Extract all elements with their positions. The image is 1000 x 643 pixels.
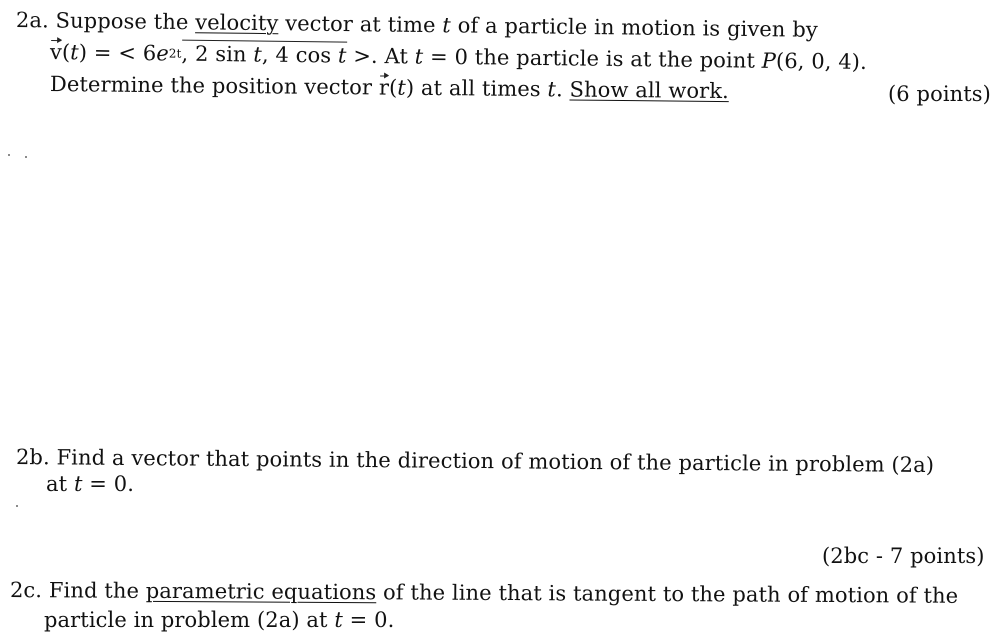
problem-2a-number: 2a. (15, 8, 50, 33)
scan-speck (25, 156, 27, 158)
var-t: t (547, 77, 557, 102)
problem-2b-number: 2b. (15, 445, 50, 470)
var-P: P (761, 48, 777, 73)
problem-2c-text-1a: Find the (48, 578, 146, 603)
position-vector-symbol: r (378, 75, 390, 100)
point-coords: (6, 0, 4). (775, 48, 867, 74)
problem-2a-text-3c: ) at all times (405, 75, 548, 102)
velocity-vector-symbol: v (49, 40, 63, 65)
velocity-eq-open: ) = < 6 (78, 40, 157, 66)
var-t: t (414, 44, 424, 69)
var-t: t (397, 75, 407, 100)
problem-2a-line-3 (50, 74, 729, 102)
parametric-equations-term: parametric equations (145, 578, 377, 605)
var-t: t (73, 472, 83, 496)
problem-2a-text-1b: vector at time (278, 11, 443, 38)
var-t: t (253, 42, 263, 67)
show-all-work: Show all work. (569, 77, 729, 104)
initial-condition-text: = 0 the particle is at the point (423, 44, 762, 73)
problem-2b-text-2b: = 0. (82, 472, 134, 496)
problem-2a-text-1c: of a particle in motion is given by (450, 13, 818, 42)
problem-2b-line-1 (16, 447, 934, 476)
sin-part: , 2 sin (181, 41, 254, 67)
scan-speck (8, 154, 10, 156)
problem-2c-text-1b: of the line that is tangent to the path of motion of the (376, 580, 959, 608)
problem-2a-line-2 (50, 42, 867, 73)
paren-open: ( (61, 40, 71, 65)
problem-2b-text-2a: at (46, 472, 74, 496)
var-e: e (156, 41, 169, 66)
var-t: t (70, 40, 79, 65)
problem-2bc-points: (2bc - 7 points) (822, 544, 985, 568)
problem-2c-line-2 (44, 610, 394, 631)
problem-2c-number: 2c. (9, 578, 43, 603)
velocity-eq-close: >. At (346, 43, 415, 69)
problem-2a-text-3a: Determine the position vector (49, 72, 380, 100)
problem-2b-line-2 (46, 474, 134, 495)
problem-2a-text-3d: . (555, 77, 570, 102)
cos-part: , 4 cos (261, 42, 339, 68)
problem-2b-text-1: Find a vector that points in the direction of motion of the particle in problem (2a) (56, 445, 935, 478)
exponent-2t: 2t (168, 46, 182, 61)
velocity-term: velocity (195, 10, 279, 36)
velocity-components (181, 40, 346, 68)
scan-speck (16, 505, 18, 507)
problem-2a-points: (6 points) (888, 82, 991, 106)
problem-2c-line-1 (10, 580, 958, 607)
var-t: t (334, 608, 343, 632)
var-t: t (337, 43, 347, 68)
var-t: t (442, 13, 452, 38)
problem-2a-text-1a: Suppose the (55, 8, 196, 35)
problem-2c-text-2b: = 0. (342, 608, 395, 632)
problem-2c-text-2a: particle in problem (2a) at (44, 608, 335, 632)
paren-open: ( (388, 75, 398, 100)
problem-2a-line-1 (16, 10, 818, 41)
